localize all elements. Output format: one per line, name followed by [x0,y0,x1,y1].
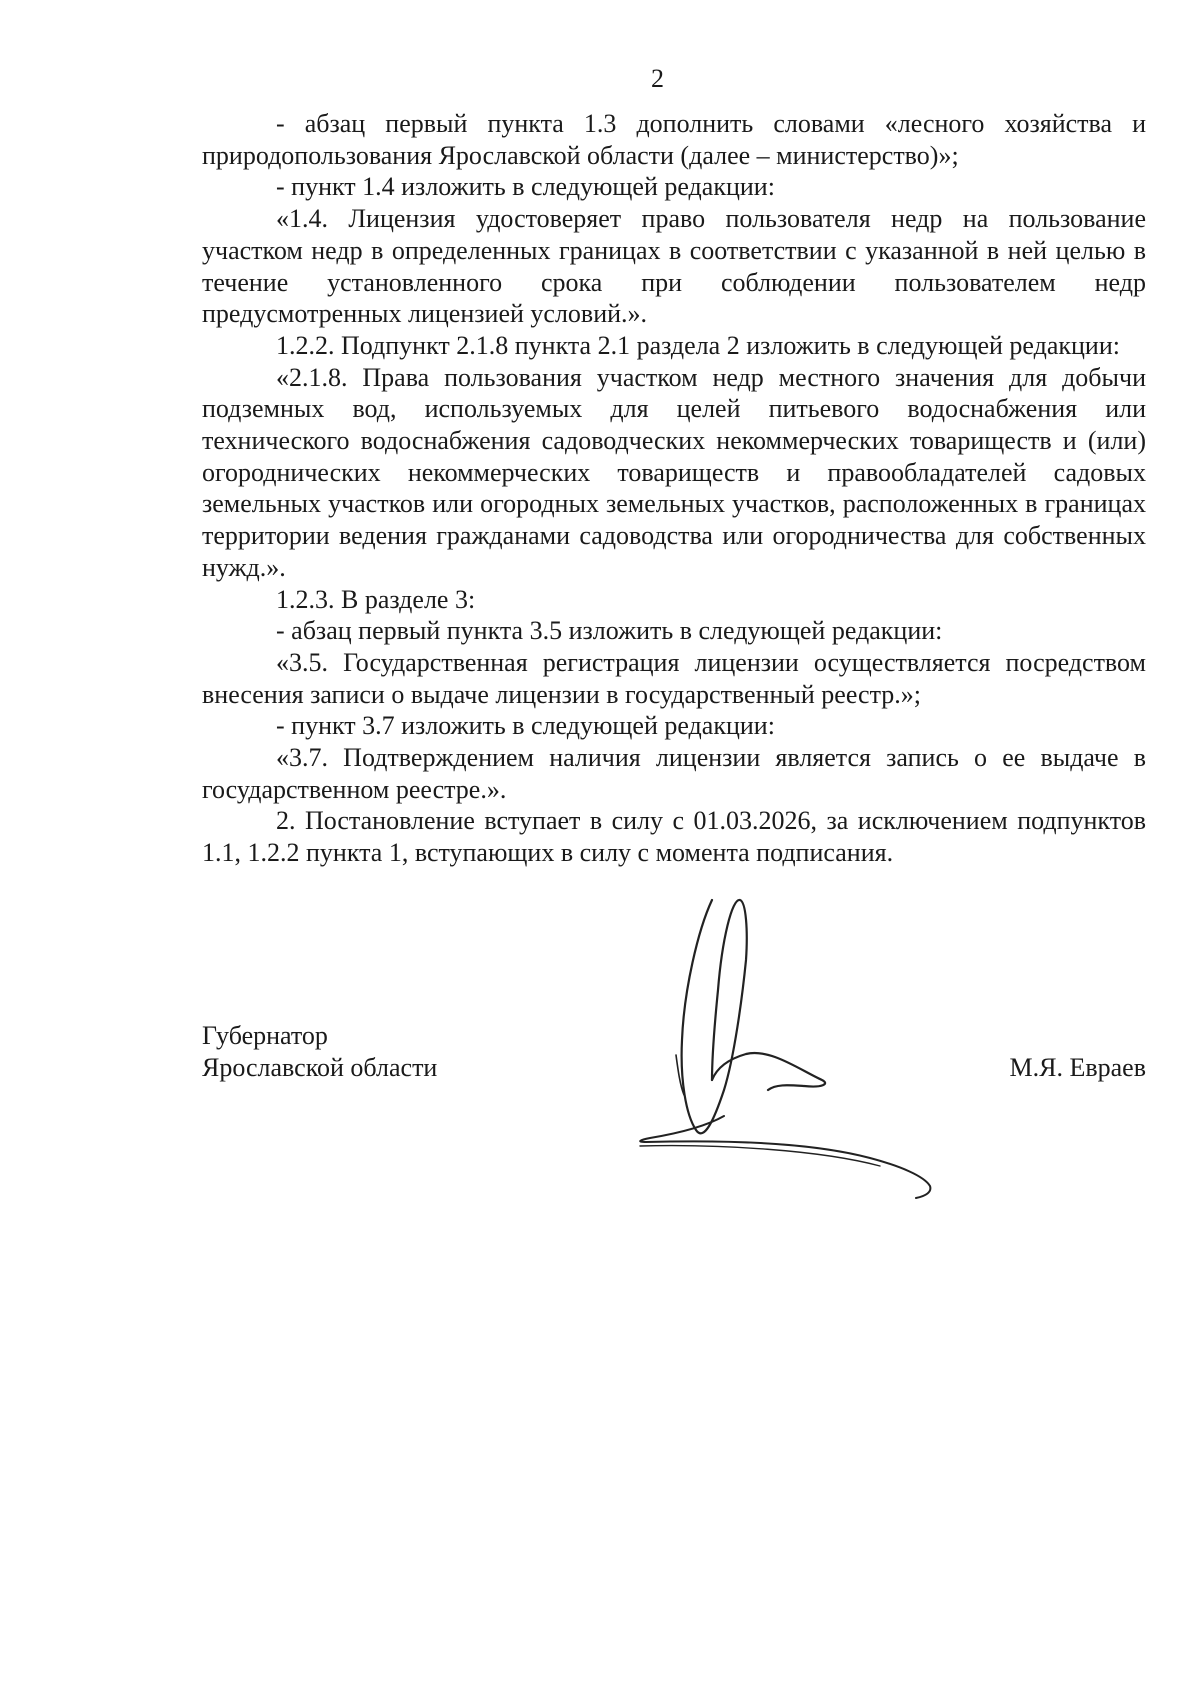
document-body [202,108,1146,869]
paragraph: - пункт 1.4 изложить в следующей редакции: [276,172,775,202]
paragraph: «3.7. Подтверждением наличия лицензии является запись о ее выдаче в государственном реестре.». [202,743,1146,804]
signatory-position-line-2: Ярославской области [202,1052,438,1082]
page-number: 2 [651,64,664,93]
paragraph: 2. Постановление вступает в силу с 01.03.2026, за исключением подпунктов 1.1, 1.2.2 пункта 1, вступающих в силу с момента подписания. [202,806,1146,868]
signatory-position-line-1: Губернатор [202,1021,328,1050]
paragraph: «2.1.8. Права пользования участком недр местного значения для добычи подземных вод, используемых для целей питьевого водоснабжения или технического водоснабжения садоводческих некоммерческих товариществ и (или) огороднических некоммерческих товариществ и правообладателей садовых земельных участков или огородных земельных участков, расположенных в границах территории ведения гражданами садоводства или огородничества для собственных нужд.». [202,362,1146,582]
paragraph: 1.2.3. В разделе 3: [276,584,476,614]
paragraph: - абзац первый пункта 1.3 дополнить словами «лесного хозяйства и природопользования Ярославской области (далее – министерство)»; [202,109,1146,170]
paragraph: - пункт 3.7 изложить в следующей редакции: [276,711,775,741]
paragraph: «1.4. Лицензия удостоверяет право пользователя недр на пользование участком недр в определенных границах в соответствии с указанной в ней целью в течение установленного срока при соблюдении пользователем недр предусмотренных лицензией условий.». [202,204,1146,329]
signatory-name: М.Я. Евраев [1009,1052,1146,1082]
paragraph: - абзац первый пункта 3.5 изложить в следующей редакции: [276,616,943,646]
signature-block [202,1020,1146,1083]
paragraph: 1.2.2. Подпункт 2.1.8 пункта 2.1 раздела 2 изложить в следующей редакции: [276,330,1120,360]
paragraph: «3.5. Государственная регистрация лицензии осуществляется посредством внесения записи о выдаче лицензии в государственный реестр.»; [202,647,1146,709]
